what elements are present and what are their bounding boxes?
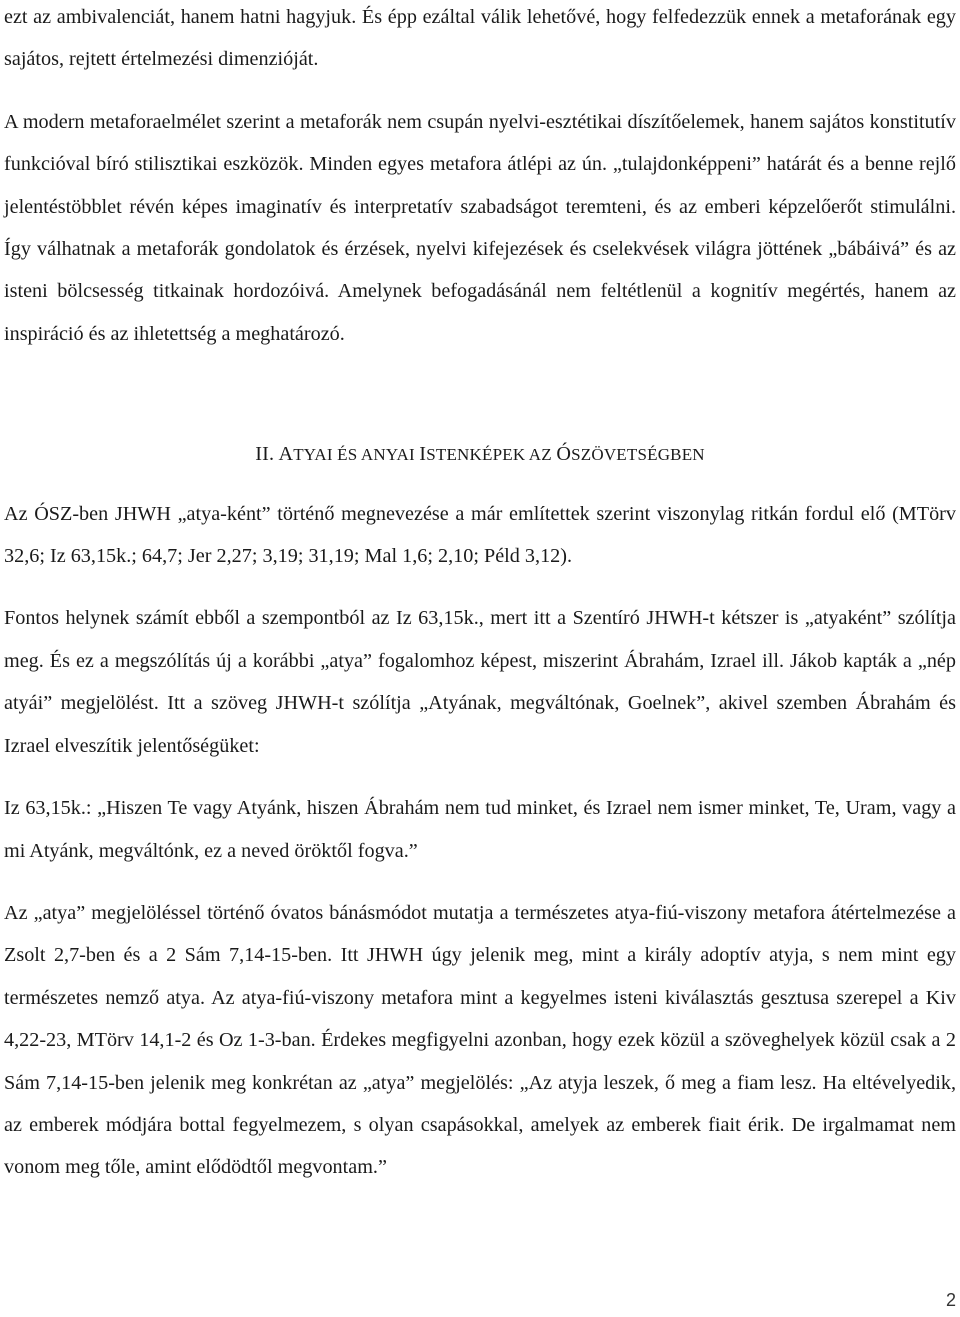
heading-cap-3: Ó [556,443,572,466]
heading-rest-3: SZÖVETSÉGBEN [571,445,705,465]
paragraph-osz: Az ÓSZ-ben JHWH „atya-ként” történő megnevezése a már említettek szerint viszonylag ritkán fordul elő (MTörv 32,6; Iz 63,15k.; 64,7; Jer 2,27; 3,19; 31,19; Mal 1,6; 2,10; Péld 3,12). [4,502,956,568]
paragraph-fontos: Fontos helynek számít ebből a szempontból az Iz 63,15k., mert itt a Szentíró JHWH-t kétszer is „atyaként” szólítja meg. És ez a megszólítás új a korábbi „atya” fogalomhoz képest, miszerint Ábrahám, Izrael ill. Jákob kapták a „nép atyái” megjelölést. Itt a szöveg JHWH-t szólítja „Atyának, megváltónak, Goelnek”, akivel szemben Ábrahám és Izrael elveszítik jelentőségüket: [4,607,956,757]
heading-rest-1: TYAI ÉS ANYAI [293,445,420,465]
paragraph-atya: Az „atya” megjelöléssel történő óvatos bánásmódot mutatja a természetes atya-fiú-viszony metafora átértelmezése a Zsolt 2,7-ben és a 2 Sám 7,14-15-ben. Itt JHWH úgy jelenik meg, mint a király adoptív atyja, s nem mint egy természetes nemző atya. Az atya-fiú-viszony metafora mint a kegyelmes isteni kiválasztás gesztusa szerepel a Kiv 4,22-23, MTörv 14,1-2 és Oz 1-3-ban. Érdekes megfigyelni azonban, hogy ezek közül a szöveghelyek közül csak a 2 Sám 7,14-15-ben jelenik meg konkrétan az „atya” megjelölés: „Az atyja leszek, ő meg a fiam lesz. Ha eltévelyedik, az emberek módjára bottal fegyelmezem, s olyan csapásokkal, amelyek az emberek fiait érik. De irgalmamat nem vonom meg tőle, amint elődödtől megvontam.” [4,901,956,1179]
document-page [4,0,956,1189]
section-heading [4,433,956,476]
heading-rest-2: STENKÉPEK AZ [426,445,557,465]
paragraph-quote-iz63: Iz 63,15k.: „Hiszen Te vagy Atyánk, hiszen Ábrahám nem tud minket, és Izrael nem ismer minket, Te, Uram, vagy a mi Atyánk, megváltónk, ez a neved öröktől fogva.” [4,797,956,862]
paragraph-intro: ezt az ambivalenciát, hanem hatni hagyjuk. És épp ezáltal válik lehetővé, hogy felfedezzük ennek a metaforának egy sajátos, rejtett értelmezési dimenzióját. [4,6,956,71]
page-number: 2 [945,1290,956,1310]
heading-cap-1: A [278,443,294,466]
heading-number: II. [255,443,279,466]
heading-cap-2: I [419,443,427,466]
paragraph-metaphor-theory: A modern metaforaelmélet szerint a metaforák nem csupán nyelvi-esztétikai díszítőelemek, hanem sajátos konstitutív funkcióval bíró stilisztikai eszközök. Minden egyes metafora átlépi az ún. „tulajdonképpeni” határát és a benne rejlő jelentéstöbblet révén képes imaginatív és interpretatív szabadságot teremteni, és az emberi képzelőerőt stimulálni. Így válhatnak a metaforák gondolatok és érzések, nyelvi kifejezések és cselekvések világra jöttének „bábáivá” és az isteni bölcsesség titkainak hordozóivá. Amelynek befogadásánál nem feltétlenül a kognitív megértés, hanem az inspiráció és az ihletettség a meghatározó. [4,110,956,345]
